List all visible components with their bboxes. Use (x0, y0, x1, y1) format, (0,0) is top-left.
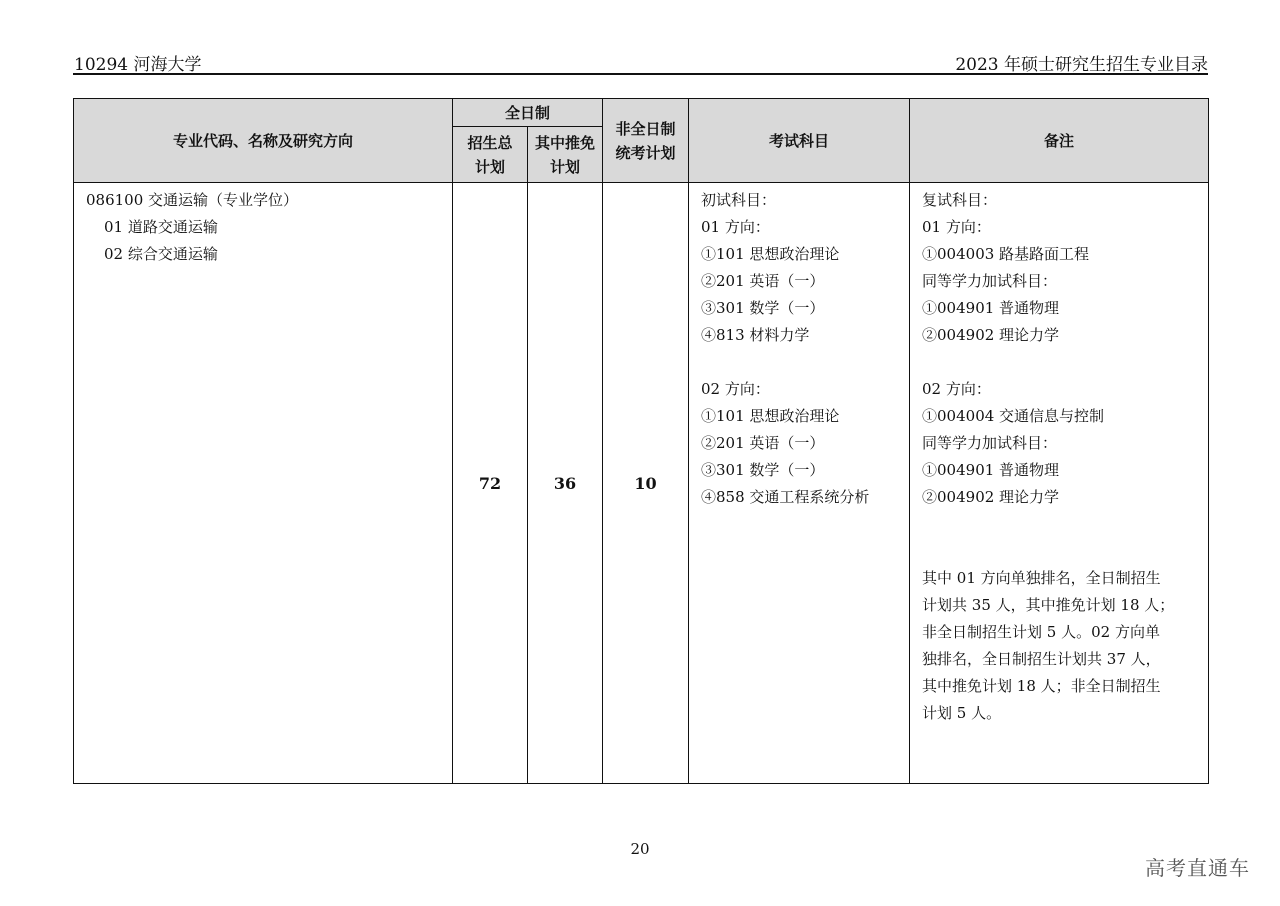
direction-item: 01 道路交通运输 (104, 218, 218, 236)
remark-line: 独排名，全日制招生计划共 37 人， (922, 650, 1161, 668)
total-plan-value: 72 (453, 183, 528, 784)
remark-line: 其中推免计划 18 人；非全日制招生 (922, 677, 1161, 695)
header-exempt-plan-text: 其中推免计划 (534, 133, 595, 176)
retest-subject: ①004004 交通信息与控制 (922, 407, 1105, 425)
header-catalog-title: 2023 年硕士研究生招生专业目录 (955, 55, 1208, 75)
header-fulltime: 全日制 (453, 99, 603, 127)
retest-subject: ①004003 路基路面工程 (922, 245, 1090, 263)
exam-subject: ②201 英语（一） (701, 272, 825, 290)
retest-title: 复试科目： (922, 191, 998, 209)
extra-subject: ①004901 普通物理 (922, 461, 1060, 479)
remark-line: 计划共 35 人，其中推免计划 18 人； (922, 596, 1175, 614)
parttime-plan-value: 10 (603, 183, 689, 784)
exam-direction-2: 02 方向： (701, 380, 770, 398)
header-exam: 考试科目 (689, 99, 910, 183)
major-cell (74, 183, 453, 784)
spacer (922, 349, 1202, 376)
table-row (74, 183, 1209, 784)
admission-table (73, 98, 1209, 784)
header-total-plan-text: 招生总计划 (467, 133, 513, 176)
page-number: 20 (630, 840, 650, 858)
direction-item: 02 综合交通运输 (104, 245, 218, 263)
exam-subject: ①101 思想政治理论 (701, 245, 840, 263)
extra-subject: ①004901 普通物理 (922, 299, 1060, 317)
header-major: 专业代码、名称及研究方向 (74, 99, 453, 183)
major-name: 086100 交通运输（专业学位） (86, 191, 299, 209)
exam-subject: ①101 思想政治理论 (701, 407, 840, 425)
header-institution: 10294 河海大学 (74, 55, 202, 75)
header-parttime-text: 非全日制统考计划 (615, 119, 676, 162)
exam-subject: ④813 材料力学 (701, 326, 810, 344)
header-total-plan (453, 127, 528, 183)
exempt-plan-value: 36 (528, 183, 603, 784)
header-exempt-plan (528, 127, 603, 183)
exam-subject: ②201 英语（一） (701, 434, 825, 452)
exam-title: 初试科目： (701, 191, 777, 209)
notes-cell (910, 183, 1209, 784)
exam-subject: ④858 交通工程系统分析 (701, 488, 870, 506)
exam-subject: ③301 数学（一） (701, 299, 825, 317)
remark-line: 计划 5 人。 (922, 704, 1002, 722)
retest-direction-1: 01 方向： (922, 218, 991, 236)
extra-subject: ②004902 理论力学 (922, 488, 1060, 506)
exam-direction-1: 01 方向： (701, 218, 770, 236)
extra-subject: ②004902 理论力学 (922, 326, 1060, 344)
watermark-text: 高考直通车 (1145, 856, 1250, 880)
extra-subjects-title: 同等学力加试科目： (922, 272, 1058, 290)
remark-line: 其中 01 方向单独排名，全日制招生 (922, 569, 1161, 587)
header-parttime (603, 99, 689, 183)
exam-subject: ③301 数学（一） (701, 461, 825, 479)
spacer (701, 349, 903, 376)
header-rule (73, 73, 1208, 75)
exam-cell (689, 183, 910, 784)
header-notes: 备注 (910, 99, 1209, 183)
extra-subjects-title: 同等学力加试科目： (922, 434, 1058, 452)
remark-line: 非全日制招生计划 5 人。02 方向单 (922, 623, 1160, 641)
retest-direction-2: 02 方向： (922, 380, 991, 398)
spacer (922, 511, 1202, 565)
